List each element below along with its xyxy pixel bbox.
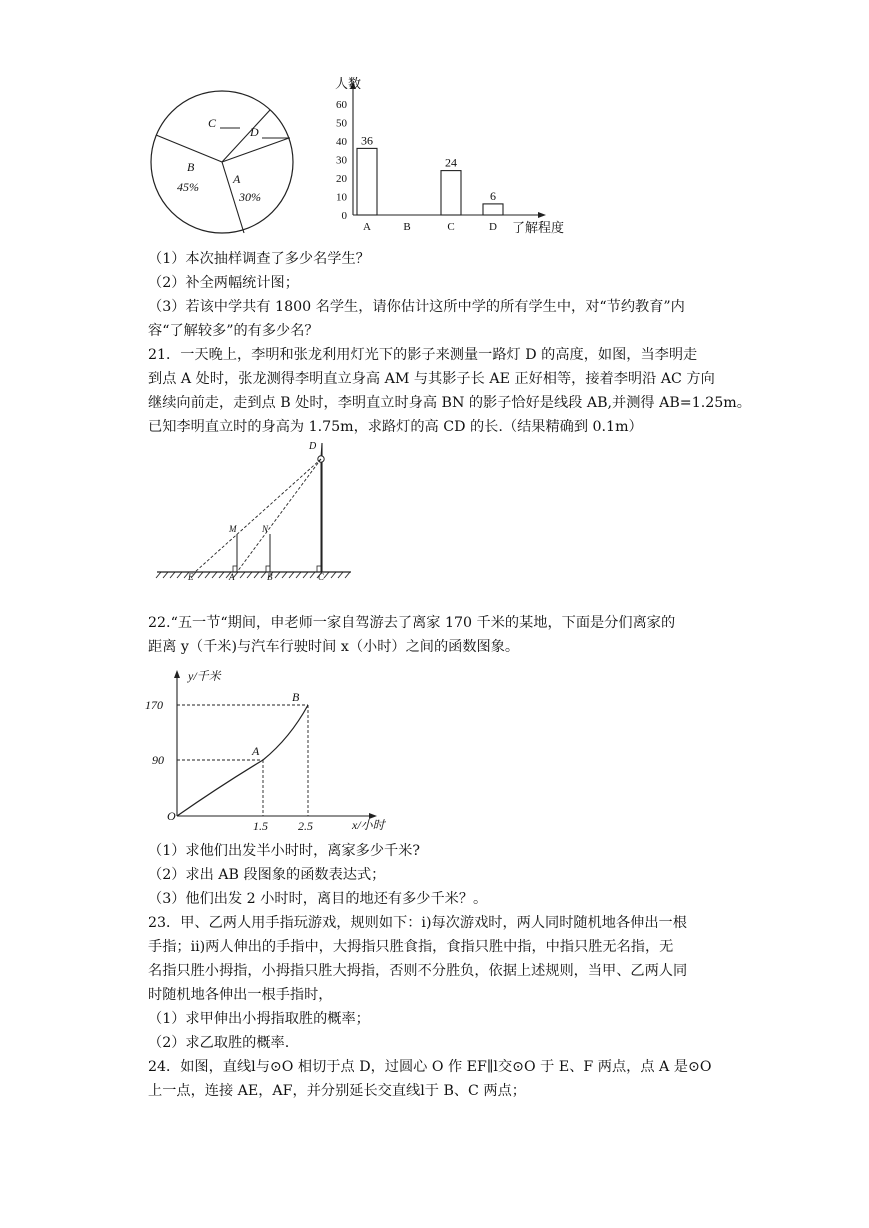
ground-hatch <box>254 572 259 578</box>
pie-divider-1 <box>156 135 222 162</box>
pie-label-b-pct: 45% <box>177 180 199 194</box>
ground-hatch <box>205 572 210 578</box>
graph-tick-1-5: 1.5 <box>253 819 268 833</box>
ground-hatch <box>331 572 336 578</box>
graph-label-b: B <box>292 690 300 704</box>
ground-hatch <box>163 572 168 578</box>
bar-chart <box>315 72 575 237</box>
graph-label-o: O <box>167 809 176 823</box>
q23-line3: 名指只胜小拇指，小拇指只胜大拇指，否则不分胜负，依据上述规则，当甲、乙两人同 <box>148 963 688 979</box>
q24-line1: 24．如图，直线l与⊙O 相切于点 D，过圆心 O 作 EF∥l交⊙O 于 E、F 两点，点 A 是⊙O <box>148 1059 712 1075</box>
q23-line1: 23．甲、乙两人用手指玩游戏，规则如下：i)每次游戏时，两人同时随机地各伸出一根 <box>148 915 687 931</box>
ground-hatch <box>247 572 252 578</box>
bar-a <box>357 148 377 215</box>
q23-line4: 时随机地各伸出一根手指时， <box>148 987 333 1003</box>
q22-line2: 距离 y（千米)与汽车行驶时间 x（小时）之间的函数图象。 <box>148 639 520 655</box>
segment-oa <box>177 760 263 816</box>
q24-line2: 上一点，连接 AE，AF，并分别延长交直线l于 B、C 两点； <box>148 1083 526 1099</box>
q22-part2: （2）求出 AB 段图象的函数表达式； <box>148 867 386 883</box>
bar-category-label: D <box>489 221 497 233</box>
ray-de <box>195 459 321 572</box>
pie-label-c: C <box>208 116 217 130</box>
lamp-label-n: N <box>262 524 269 534</box>
q21-line3: 继续向前走，走到点 B 处时，李明直立时身高 BN 的影子恰好是线段 AB,并测得 AB=1.25m。 <box>148 395 751 411</box>
bar-ytick-label: 50 <box>336 117 347 130</box>
bar-ytick-label: 30 <box>336 154 347 167</box>
bar-ytick-label: 60 <box>336 99 347 111</box>
ground-hatch <box>219 572 224 578</box>
q20-part1: （1）本次抽样调查了多少名学生？ <box>148 251 370 267</box>
ground-hatch <box>212 572 217 578</box>
lamp-label-m: M <box>229 524 237 534</box>
lamp-label-b: B <box>267 572 273 582</box>
ground-hatch <box>240 572 245 578</box>
graph-y-arrow <box>174 670 180 678</box>
ground-hatch <box>156 572 161 578</box>
lamp-label-a: A <box>229 572 235 582</box>
pie-label-a: A <box>233 172 241 186</box>
ground-hatch <box>177 572 182 578</box>
bar-category-label: A <box>363 221 371 233</box>
ground-hatch <box>289 572 294 578</box>
bar-ytick-label: 10 <box>336 191 347 204</box>
graph-ylabel: y/千米 <box>188 669 221 683</box>
bar-xlabel: 了解程度 <box>512 220 565 235</box>
bar-data-label: 36 <box>361 133 373 148</box>
pie-divider-3 <box>222 138 289 162</box>
graph-tick-170: 170 <box>145 698 163 712</box>
ground-hatch <box>282 572 287 578</box>
pie-label-b: B <box>187 160 195 174</box>
ground-hatch <box>303 572 308 578</box>
q22-line1: 22.“五一节“期间，申老师一家自驾游去了离家 170 千米的某地，下面是分们离家的 <box>148 615 676 631</box>
bar-data-label: 6 <box>490 188 496 203</box>
ground-hatch <box>324 572 329 578</box>
q20-part2: （2）补全两幅统计图； <box>148 275 299 291</box>
q23-part2: （2）求乙取胜的概率. <box>148 1035 290 1051</box>
q20-part3-line2: 容“了解较多”的有多少名？ <box>148 323 319 339</box>
q21-line2: 到点 A 处时，张龙测得李明直立身高 AM 与其影子长 AE 正好相等，接着李明沿 AC 方向 <box>148 371 715 387</box>
ground-hatch <box>170 572 175 578</box>
bar-category-label: B <box>403 221 411 233</box>
bar-x-arrow <box>538 212 546 218</box>
bar-data-label: 24 <box>445 155 457 170</box>
segment-ab <box>263 705 308 760</box>
q23-line2: 手指；ii)两人伸出的手指中，大拇指只胜食指，食指只胜中指，中指只胜无名指，无 <box>148 939 674 955</box>
bar-ytick-label: 0 <box>341 210 347 222</box>
ground-hatch <box>345 572 350 578</box>
ground-hatch <box>261 572 266 578</box>
bar-c <box>441 171 461 215</box>
bar-ytick-label: 20 <box>336 173 347 185</box>
lamp-label-c: C <box>318 572 325 582</box>
lamp-figure <box>155 438 355 583</box>
ground-hatch <box>310 572 315 578</box>
distance-time-graph <box>140 668 390 838</box>
ground-hatch <box>296 572 301 578</box>
bar-category-label: C <box>447 221 455 233</box>
graph-tick-90: 90 <box>152 753 164 767</box>
pie-label-d: D <box>250 125 259 139</box>
graph-label-a: A <box>252 744 260 758</box>
ray-da <box>237 459 321 572</box>
lamp-label-d: D <box>309 441 317 452</box>
ground-hatch <box>275 572 280 578</box>
pie-label-a-pct: 30% <box>239 190 261 204</box>
q21-line4: 已知李明直立时的身高为 1.75m，求路灯的高 CD 的长.（结果精确到 0.1m） <box>148 419 643 435</box>
lamp-label-e: E <box>188 572 194 582</box>
q23-part1: （1）求甲伸出小拇指取胜的概率； <box>148 1011 370 1027</box>
ground-hatch <box>198 572 203 578</box>
bar-d <box>483 204 503 215</box>
graph-tick-2-5: 2.5 <box>298 819 313 833</box>
bar-ytick-label: 40 <box>336 136 347 148</box>
pie-divider-2 <box>222 110 270 162</box>
q22-part1: （1）求他们出发半小时时，离家多少千米? <box>148 843 421 859</box>
bar-ylabel: 人数 <box>335 76 362 91</box>
graph-xlabel: x/小时 <box>352 818 385 832</box>
q20-part3-line1: （3）若该中学共有 1800 名学生，请你估计这所中学的所有学生中，对“节约教育”内 <box>148 299 685 315</box>
pie-chart <box>150 90 300 240</box>
q21-line1: 21．一天晚上，李明和张龙利用灯光下的影子来测量一路灯 D 的高度，如图，当李明走 <box>148 347 698 363</box>
ground-hatch <box>338 572 343 578</box>
q22-part3: （3）他们出发 2 小时时，离目的地还有多少千米？。 <box>148 891 488 907</box>
